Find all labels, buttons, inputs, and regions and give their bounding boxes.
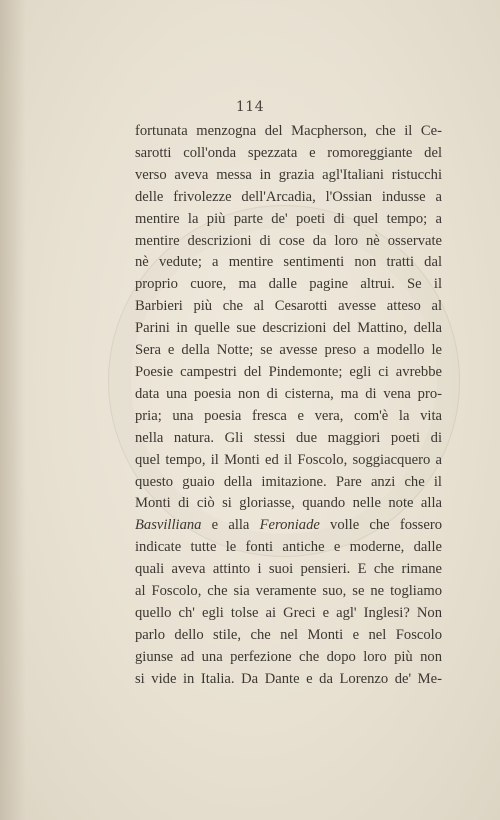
text-line: si vide in Italia. Da Dante e da Lorenzo de' Me-: [135, 670, 442, 687]
text-line: mentire descrizioni di cose da loro nè osservate: [135, 232, 442, 249]
text-segment: volle che fossero: [319, 517, 442, 534]
text-line: Barbieri più che al Cesarotti avesse atteso al: [135, 298, 442, 315]
text-line-with-titles: [135, 515, 442, 537]
text-line: Poesie campestri del Pindemonte; egli ci avrebbe: [135, 363, 442, 380]
text-line: Parini in quelle sue descrizioni del Mattino, della: [135, 320, 442, 337]
text-line: data una poesia non di cisterna, ma di vena pro-: [135, 385, 442, 402]
text-line: Monti di ciò si gloriasse, quando nelle note alla: [135, 495, 442, 512]
text-line: indicate tutte le fonti antiche e moderne, dalle: [135, 539, 442, 556]
text-line: nè vedute; a mentire sentimenti non tratti dal: [135, 254, 442, 271]
text-line: mentire la più parte de' poeti di quel tempo; a: [135, 210, 442, 227]
text-line: giunse ad una perfezione che dopo loro più non: [135, 648, 442, 665]
text-line: fortunata menzogna del Macpherson, che il Ce-: [135, 123, 442, 139]
italic-title: Feroniade: [259, 517, 320, 534]
body-text: [135, 121, 442, 691]
text-line: Sera e della Notte; se avesse preso a modello le: [135, 342, 442, 359]
text-line: parlo dello stile, che nel Monti e nel Foscolo: [135, 626, 442, 643]
text-line: pria; una poesia fresca e vera, com'è la vita: [135, 407, 442, 424]
text-line: quello ch' egli tolse ai Greci e agl' Inglesi? Non: [135, 604, 442, 621]
italic-title: Basvilliana: [135, 517, 202, 534]
text-line: sarotti coll'onda spezzata e romoreggiante del: [135, 144, 442, 161]
text-line: delle frivolezze dell'Arcadia, l'Ossian indusse a: [135, 188, 442, 205]
text-segment: e alla: [201, 517, 260, 534]
text-line: questo guaio della imitazione. Pare anzi che il: [135, 473, 442, 490]
text-line: verso aveva messa in grazia agl'Italiani ristucchi: [135, 166, 442, 183]
text-line: al Foscolo, che sia veramente suo, se ne togliamo: [135, 583, 442, 600]
text-line: quali aveva attinto i suoi pensieri. E che rimane: [135, 561, 442, 578]
text-line: proprio cuore, ma dalle pagine altrui. Se il: [135, 276, 442, 293]
text-line: nella natura. Gli stessi due maggiori poeti di: [135, 429, 442, 446]
text-line: quel tempo, il Monti ed il Foscolo, soggiacquero a: [135, 451, 442, 468]
page-number: 114: [235, 99, 265, 115]
